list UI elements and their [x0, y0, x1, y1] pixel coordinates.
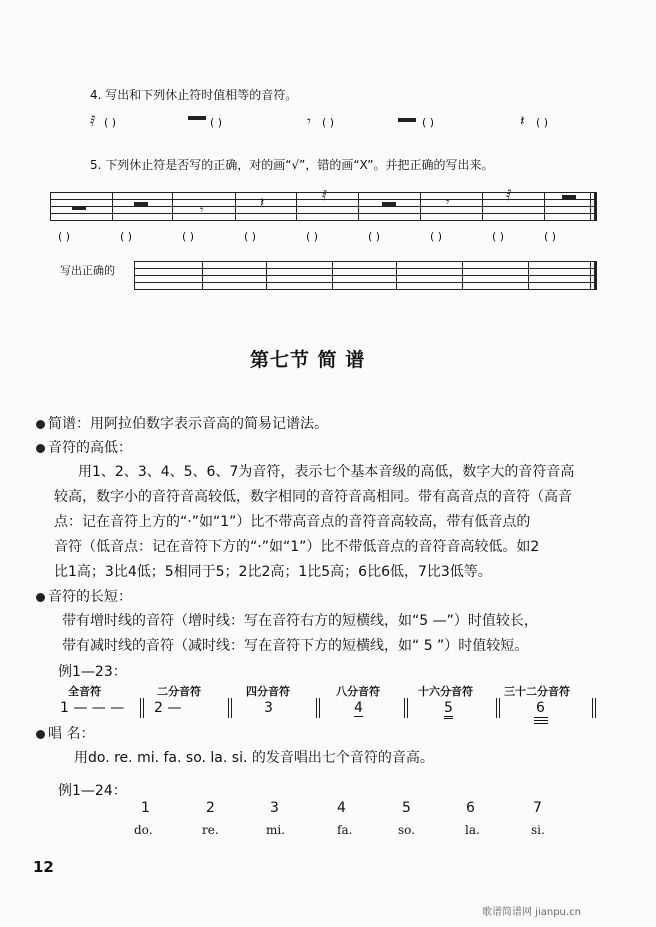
number-5: 5: [402, 800, 411, 816]
barline: [592, 698, 593, 718]
barline: [316, 698, 317, 718]
pitch-line-5: 比1高；3比4低；5相同于5；2比2高；1比5高；6比6低，7比3低等。: [54, 564, 492, 580]
staff-2: [134, 261, 596, 291]
heading-text: 唱 名：: [48, 726, 95, 742]
syllable-so: so.: [398, 823, 415, 837]
solfege-heading: [36, 722, 94, 746]
answer-paren[interactable]: ( ): [120, 230, 133, 243]
number-4: 4: [337, 800, 346, 816]
write-correct-label: 写出正确的: [60, 264, 115, 277]
answer-paren[interactable]: ( ): [244, 230, 257, 243]
number-2: 2: [206, 800, 215, 816]
heading-text: 音符的高低：: [48, 440, 132, 456]
underline: [534, 720, 548, 721]
half-rest-icon: [382, 202, 396, 206]
number-1: 1: [141, 800, 150, 816]
number-7: 7: [533, 800, 542, 816]
answer-paren: ( ): [210, 116, 223, 129]
barline: [499, 698, 500, 718]
syllable-si: si.: [531, 823, 545, 837]
sixteenth-rest-icon: 𝅀: [90, 112, 96, 130]
answer-paren[interactable]: ( ): [58, 230, 71, 243]
syllable-mi: mi.: [266, 823, 286, 837]
syllable-do: do.: [134, 823, 153, 837]
pitch-line-4: 音符（低音点：记在音符下方的“·”如“1”）比不带低音点的音符音高较低。如2: [54, 539, 540, 555]
note-name-whole: 全音符: [68, 685, 101, 698]
sixteenth-rest-icon: 𝅀: [506, 186, 512, 204]
whole-rest-icon: [72, 206, 86, 210]
watermark: 歌谱简谱网 jianpu.cn: [482, 907, 581, 918]
answer-paren[interactable]: ( ): [544, 230, 557, 243]
answer-paren: ( ): [104, 116, 117, 129]
section-title: 第七节 简 谱: [250, 349, 366, 371]
underline: [534, 723, 548, 724]
barline: [595, 698, 596, 718]
duration-line-2: 带有减时线的音符（减时线：写在音符下方的短横线，如“ 5 ”）时值较短。: [62, 638, 529, 654]
note-name-thirty-second: 三十二分音符: [504, 685, 570, 698]
answer-paren: ( ): [322, 116, 335, 129]
solfege-text: 用do. re. mi. fa. so. la. si. 的发音唱出七个音符的音高。: [74, 750, 434, 766]
note-name-half: 二分音符: [157, 685, 201, 698]
barline: [140, 698, 141, 718]
whole-rest-icon: [562, 195, 576, 199]
barline: [143, 698, 144, 718]
definition-text: 简谱：用阿拉伯数字表示音高的简易记谱法。: [48, 416, 328, 432]
sixteenth-rest-icon: 𝅀: [322, 188, 328, 204]
eighth-rest-icon: 𝄾: [446, 195, 450, 210]
note-digit: 6: [536, 700, 545, 716]
number-3: 3: [270, 800, 279, 816]
quarter-note: 3: [264, 700, 273, 716]
answer-row: [58, 230, 598, 246]
pitch-line-1: 用1、2、3、4、5、6、7为音符，表示七个基本音级的高低，数字大的音符音高: [78, 464, 575, 480]
bullet-icon: [36, 593, 45, 602]
bullet-icon: [36, 730, 45, 739]
eighth-rest-icon: 𝄾: [307, 112, 311, 130]
syllable-la: la.: [465, 823, 480, 837]
answer-paren[interactable]: ( ): [182, 230, 195, 243]
sixteenth-note: 5: [444, 700, 453, 719]
duration-heading: [36, 585, 132, 609]
staff-1: [50, 186, 596, 222]
answer-paren: ( ): [536, 116, 549, 129]
note-name-quarter: 四分音符: [246, 685, 290, 698]
rest-row: [90, 112, 610, 134]
answer-paren[interactable]: ( ): [306, 230, 319, 243]
answer-paren[interactable]: ( ): [492, 230, 505, 243]
question-5-text: 5. 下列休止符是否写的正确，对的画“√”，错的画“X”。并把正确的写出来。: [90, 158, 494, 172]
eighth-rest-icon: 𝄾: [200, 203, 204, 218]
bullet-icon: [36, 420, 45, 429]
example-24-label: 例1—24：: [58, 783, 127, 799]
eighth-note: 4: [354, 700, 363, 716]
whole-note: 1 — — —: [60, 700, 125, 716]
question-4-text: 4. 写出和下列休止符时值相等的音符。: [90, 88, 298, 102]
half-note: 2 —: [154, 700, 182, 716]
quarter-rest-icon: 𝄽: [520, 112, 525, 130]
pitch-heading: [36, 436, 132, 460]
barline: [319, 698, 320, 718]
answer-paren[interactable]: ( ): [368, 230, 381, 243]
page-number: 12: [33, 858, 54, 876]
thirty-second-note: [536, 700, 545, 716]
barline: [228, 698, 229, 718]
underline: [534, 717, 548, 718]
pitch-line-2: 较高，数字小的音符音高较低，数字相同的音符音高相同。带有高音点的音符（高音: [54, 489, 572, 505]
answer-paren[interactable]: ( ): [430, 230, 443, 243]
note-name-sixteenth: 十六分音符: [418, 685, 473, 698]
answer-paren: ( ): [422, 116, 435, 129]
bullet-icon: [36, 444, 45, 453]
syllable-re: re.: [202, 823, 219, 837]
duration-line-1: 带有增时线的音符（增时线：写在音符右方的短横线，如“5 —”）时值较长，: [62, 613, 538, 629]
example-23-label: 例1—23：: [58, 664, 127, 680]
barline: [231, 698, 232, 718]
jianpu-definition: [36, 412, 328, 436]
syllable-fa: fa.: [337, 823, 353, 837]
note-name-eighth: 八分音符: [336, 685, 380, 698]
heading-text: 音符的长短：: [48, 589, 132, 605]
half-rest-icon: [398, 118, 416, 122]
whole-rest-icon: [188, 116, 206, 120]
barline: [407, 698, 408, 718]
half-rest-icon: [134, 202, 148, 206]
barline: [404, 698, 405, 718]
number-6: 6: [466, 800, 475, 816]
pitch-line-3: 点：记在音符上方的“·”如“1”）比不带高音点的音符音高较高，带有低音点的: [54, 514, 531, 530]
barline: [496, 698, 497, 718]
quarter-rest-icon: 𝄽: [260, 195, 265, 211]
